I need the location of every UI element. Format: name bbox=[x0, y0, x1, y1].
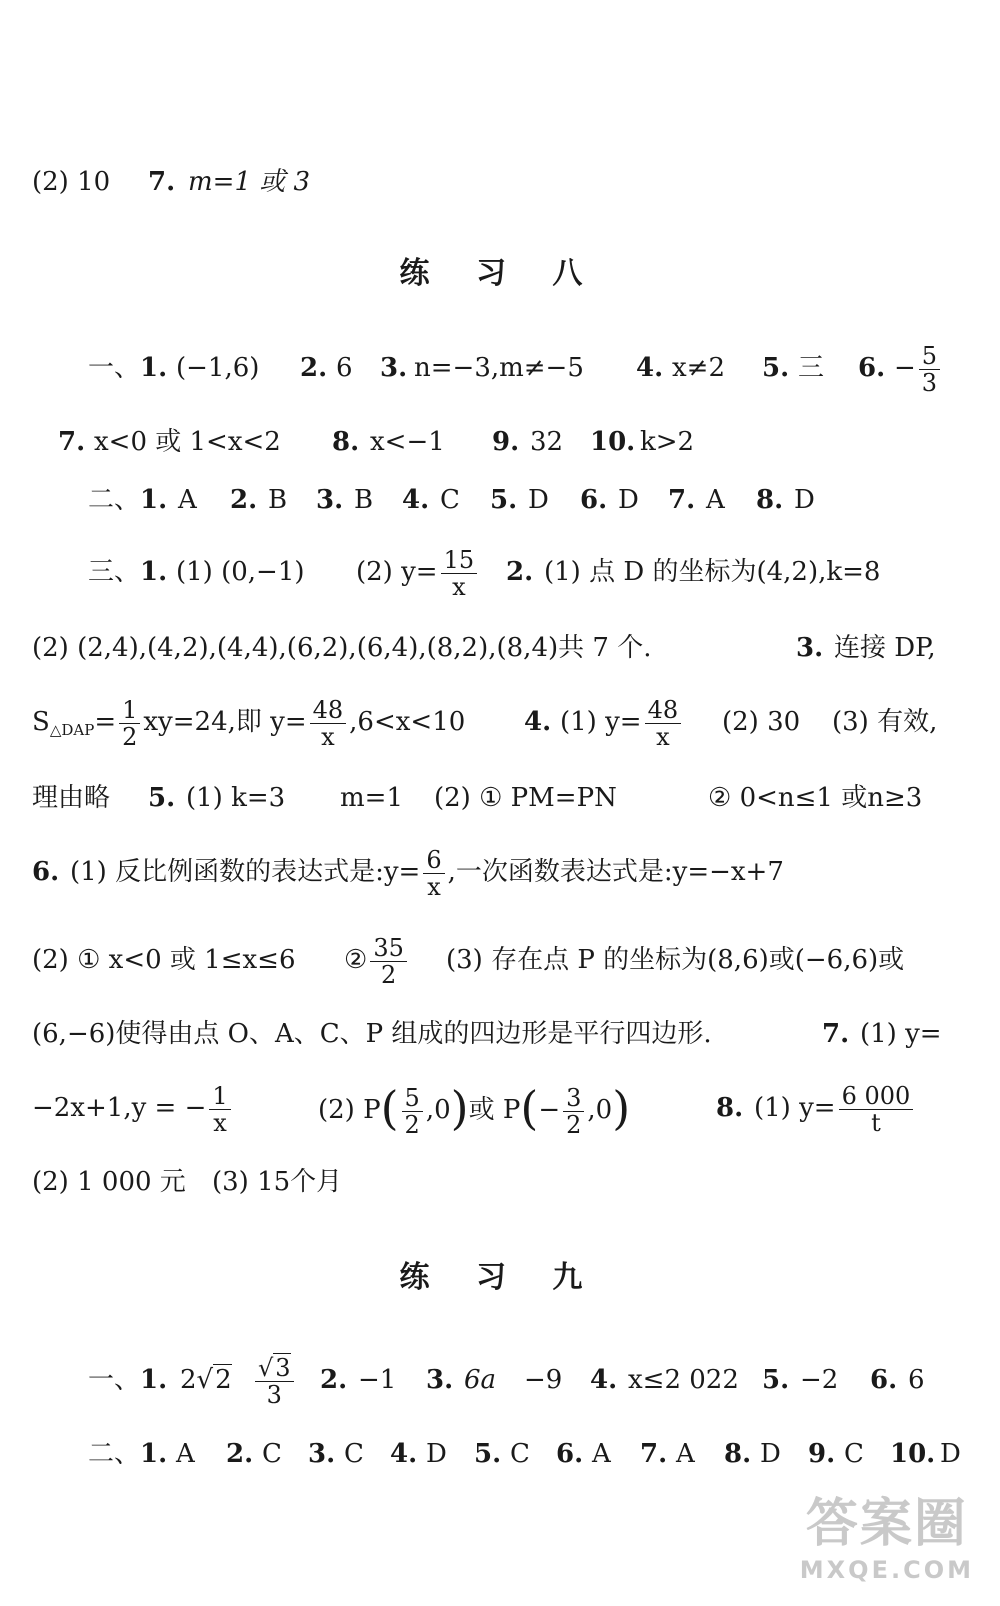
question-number: 7. bbox=[668, 485, 696, 515]
answer-text: −9 bbox=[524, 1365, 563, 1395]
part-label: 一、 bbox=[88, 353, 141, 383]
minus-sign: − bbox=[538, 1095, 561, 1125]
fraction bbox=[209, 1083, 230, 1136]
left-paren: ( bbox=[520, 1081, 539, 1135]
question-number: 1. bbox=[140, 1365, 168, 1395]
watermark-logo bbox=[800, 1481, 974, 1584]
fraction bbox=[563, 1085, 584, 1138]
fraction bbox=[919, 343, 940, 396]
answer-text: 6 bbox=[908, 1365, 925, 1395]
answer-text: A bbox=[592, 1439, 611, 1469]
question-number: 8. bbox=[716, 1093, 744, 1123]
answer-text: ,6<x<10 bbox=[349, 707, 466, 737]
question-number: 5. bbox=[762, 1365, 790, 1395]
denominator: x bbox=[321, 722, 335, 751]
answer-text: C bbox=[844, 1439, 864, 1469]
answer-text: 32 bbox=[530, 427, 564, 457]
fraction-expression bbox=[252, 1350, 297, 1410]
denominator: 3 bbox=[921, 368, 938, 397]
answer-text: 三 bbox=[798, 353, 825, 383]
numerator: 5 bbox=[919, 343, 940, 370]
radicand: 2 bbox=[215, 1365, 232, 1395]
question-number: 3. bbox=[426, 1365, 454, 1395]
numerator: 1 bbox=[119, 697, 140, 724]
answer-text: (2) 30 bbox=[722, 707, 801, 737]
answer-line bbox=[0, 470, 1000, 530]
answer-line bbox=[0, 1078, 1000, 1138]
answer-text: A bbox=[176, 1439, 195, 1469]
answer-line bbox=[0, 152, 1000, 212]
answer-text: 6a bbox=[464, 1365, 497, 1395]
question-number: 4. bbox=[402, 485, 430, 515]
answer-line bbox=[0, 692, 1000, 752]
fraction bbox=[423, 847, 444, 900]
question-number: 10. bbox=[590, 427, 636, 457]
answer-text: D bbox=[426, 1439, 447, 1469]
question-number: 9. bbox=[492, 427, 520, 457]
answer-text: −2 bbox=[800, 1365, 839, 1395]
answer-text: S bbox=[32, 707, 50, 737]
question-number: 4. bbox=[636, 353, 664, 383]
fraction-expression bbox=[560, 692, 684, 752]
answer-line bbox=[0, 1350, 1000, 1410]
fraction bbox=[255, 1355, 294, 1408]
answer-line bbox=[0, 1004, 1000, 1064]
question-number: 5. bbox=[762, 353, 790, 383]
question-number: 5. bbox=[490, 485, 518, 515]
answer-text: (3) 15个月 bbox=[212, 1167, 343, 1197]
question-number: 1. bbox=[140, 353, 168, 383]
fraction bbox=[310, 697, 347, 750]
denominator: x bbox=[452, 572, 466, 601]
answer-text: x≠2 bbox=[672, 353, 725, 383]
numerator: 15 bbox=[441, 547, 478, 574]
question-number: 6. bbox=[32, 857, 60, 887]
question-number: 2. bbox=[230, 485, 258, 515]
numerator: 35 bbox=[370, 935, 407, 962]
answer-line bbox=[0, 930, 1000, 990]
answer-text: m=1 或 3 bbox=[188, 167, 311, 197]
question-number: 2. bbox=[320, 1365, 348, 1395]
numerator bbox=[255, 1355, 294, 1382]
question-number: 4. bbox=[390, 1439, 418, 1469]
answer-text: D bbox=[794, 485, 815, 515]
question-number: 9. bbox=[808, 1439, 836, 1469]
answer-text: B bbox=[268, 485, 288, 515]
radicand: 3 bbox=[275, 1353, 291, 1382]
numerator: 6 bbox=[423, 847, 444, 874]
answer-text: m=1 bbox=[340, 783, 403, 813]
answer-text: = bbox=[94, 707, 117, 737]
question-number: 2. bbox=[506, 557, 534, 587]
question-number: 4. bbox=[590, 1365, 618, 1395]
denominator: x bbox=[213, 1108, 227, 1137]
fraction-expression bbox=[32, 1078, 234, 1138]
watermark-url: MXQE.COM bbox=[799, 1556, 974, 1584]
answer-text: (3) 有效, bbox=[832, 707, 938, 737]
answer-text: x<−1 bbox=[370, 427, 445, 457]
question-number: 1. bbox=[140, 485, 168, 515]
question-number: 1. bbox=[140, 1439, 168, 1469]
answer-text: D bbox=[940, 1439, 961, 1469]
fraction bbox=[441, 547, 478, 600]
question-number: 6. bbox=[870, 1365, 898, 1395]
question-number: 4. bbox=[524, 707, 552, 737]
answer-text: ,0 bbox=[587, 1095, 613, 1125]
question-number: 7. bbox=[148, 167, 176, 197]
answer-text: (2) y= bbox=[356, 557, 438, 587]
question-number: 2. bbox=[300, 353, 328, 383]
answer-text: x<0 或 1<x<2 bbox=[94, 427, 281, 457]
numerator: 1 bbox=[209, 1083, 230, 1110]
radical-sign: √ bbox=[196, 1365, 214, 1395]
question-number: 8. bbox=[724, 1439, 752, 1469]
denominator: x bbox=[656, 722, 670, 751]
answer-line bbox=[0, 768, 1000, 828]
fraction bbox=[370, 935, 407, 988]
question-number: 3. bbox=[308, 1439, 336, 1469]
answer-text: n=−3,m≠−5 bbox=[414, 353, 584, 383]
answer-text: (1) 点 D 的坐标为(4,2),k=8 bbox=[544, 557, 881, 587]
part-label: 二、 bbox=[88, 485, 141, 515]
numerator: 6 000 bbox=[839, 1083, 914, 1110]
minus-sign: − bbox=[894, 353, 916, 383]
answer-text: (2) (2,4),(4,2),(4,4),(6,2),(6,4),(8,2),(8,4)共 7 个. bbox=[32, 633, 652, 663]
answer-line bbox=[0, 842, 1000, 902]
fraction-expression bbox=[754, 1078, 916, 1138]
answer-text: D bbox=[760, 1439, 781, 1469]
right-paren: ) bbox=[450, 1081, 469, 1135]
question-number: 8. bbox=[756, 485, 784, 515]
answer-text: 连接 DP, bbox=[834, 633, 936, 663]
fraction bbox=[645, 697, 682, 750]
answer-text: C bbox=[344, 1439, 364, 1469]
answer-line bbox=[0, 1152, 1000, 1212]
denominator: t bbox=[871, 1108, 881, 1137]
fraction-expression bbox=[344, 930, 410, 990]
answer-line bbox=[0, 618, 1000, 678]
subscript: △DAP bbox=[49, 721, 95, 739]
denominator: x bbox=[427, 872, 441, 901]
numerator: 3 bbox=[563, 1085, 584, 1112]
answer-text: (2) P bbox=[318, 1095, 381, 1125]
fraction bbox=[402, 1085, 423, 1138]
answer-text: 或 P bbox=[468, 1095, 521, 1125]
answer-text: (6,−6)使得由点 O、A、C、P 组成的四边形是平行四边形. bbox=[32, 1019, 712, 1049]
answer-text: x≤2 022 bbox=[628, 1365, 739, 1395]
question-number: 5. bbox=[474, 1439, 502, 1469]
denominator: 3 bbox=[266, 1380, 282, 1409]
watermark-text: 答案圈 bbox=[805, 1494, 968, 1554]
answer-line bbox=[0, 1424, 1000, 1484]
answer-text: (1) 反比例函数的表达式是:y= bbox=[70, 857, 421, 887]
denominator: 2 bbox=[380, 960, 397, 989]
answer-text: ,0 bbox=[425, 1095, 451, 1125]
area-expression bbox=[32, 692, 465, 760]
answer-text: D bbox=[528, 485, 549, 515]
fraction-expression bbox=[894, 338, 943, 398]
fraction-expression bbox=[356, 542, 480, 602]
denominator: 2 bbox=[566, 1110, 582, 1139]
answer-text: ,一次函数表达式是:y=−x+7 bbox=[447, 857, 784, 887]
fraction-expression bbox=[70, 842, 784, 902]
fraction bbox=[839, 1083, 914, 1136]
numerator: 5 bbox=[402, 1085, 423, 1112]
answer-text: (1) y= bbox=[560, 707, 642, 737]
answer-text: C bbox=[510, 1439, 530, 1469]
answer-line bbox=[0, 412, 1000, 472]
numerator: 48 bbox=[645, 697, 682, 724]
question-number: 6. bbox=[556, 1439, 584, 1469]
question-number: 8. bbox=[332, 427, 360, 457]
fraction bbox=[119, 697, 140, 750]
section-title: 练 习 九 bbox=[399, 1260, 601, 1295]
question-number: 6. bbox=[858, 353, 886, 383]
answer-text: A bbox=[706, 485, 725, 515]
answer-text: (3) 存在点 P 的坐标为(8,6)或(−6,6)或 bbox=[446, 945, 905, 975]
answer-text: A bbox=[178, 485, 197, 515]
left-paren: ( bbox=[380, 1081, 399, 1135]
question-number: 1. bbox=[140, 557, 168, 587]
answer-text: 2 bbox=[180, 1365, 197, 1395]
answer-text: (1) y= bbox=[754, 1093, 836, 1123]
question-number: 3. bbox=[380, 353, 408, 383]
numerator: 48 bbox=[310, 697, 347, 724]
denominator: 2 bbox=[404, 1110, 420, 1139]
answer-text: (2) 10 bbox=[32, 167, 111, 197]
section-title: 练 习 八 bbox=[399, 256, 601, 291]
question-number: 6. bbox=[580, 485, 608, 515]
point-expression bbox=[318, 1078, 630, 1140]
answer-text: B bbox=[354, 485, 374, 515]
answer-text: k>2 bbox=[640, 427, 695, 457]
answer-text: A bbox=[676, 1439, 695, 1469]
answer-text: −2x+1,y = − bbox=[32, 1093, 207, 1123]
radical-expression bbox=[180, 1350, 232, 1410]
radical-sign: √ bbox=[258, 1353, 274, 1382]
answer-text: C bbox=[262, 1439, 282, 1469]
answer-text: 理由略 bbox=[32, 783, 111, 813]
answer-text: (−1,6) bbox=[176, 353, 260, 383]
question-number: 3. bbox=[316, 485, 344, 515]
answer-text: 6 bbox=[336, 353, 353, 383]
answer-line bbox=[0, 338, 1000, 398]
answer-text: C bbox=[440, 485, 460, 515]
part-label: 二、 bbox=[88, 1439, 141, 1469]
answer-text: (1) y= bbox=[860, 1019, 942, 1049]
right-paren: ) bbox=[612, 1081, 631, 1135]
answer-text: xy=24,即 y= bbox=[143, 707, 307, 737]
answer-line bbox=[0, 542, 1000, 602]
answer-text: (2) ① PM=PN bbox=[434, 783, 617, 813]
part-label: 三、 bbox=[88, 557, 141, 587]
answer-text: (1) (0,−1) bbox=[176, 557, 305, 587]
answer-text: −1 bbox=[358, 1365, 397, 1395]
denominator: 2 bbox=[122, 722, 138, 751]
answer-text: ② bbox=[344, 945, 368, 975]
question-number: 7. bbox=[58, 427, 86, 457]
question-number: 2. bbox=[226, 1439, 254, 1469]
question-number: 3. bbox=[796, 633, 824, 663]
question-number: 7. bbox=[640, 1439, 668, 1469]
answer-text: (1) k=3 bbox=[186, 783, 286, 813]
question-number: 7. bbox=[822, 1019, 850, 1049]
question-number: 10. bbox=[890, 1439, 936, 1469]
part-label: 一、 bbox=[88, 1365, 141, 1395]
answer-text: (2) ① x<0 或 1≤x≤6 bbox=[32, 945, 296, 975]
question-number: 5. bbox=[148, 783, 176, 813]
answer-text: D bbox=[618, 485, 639, 515]
answer-text: ② 0<n≤1 或n≥3 bbox=[708, 783, 923, 813]
answer-text: (2) 1 000 元 bbox=[32, 1167, 186, 1197]
